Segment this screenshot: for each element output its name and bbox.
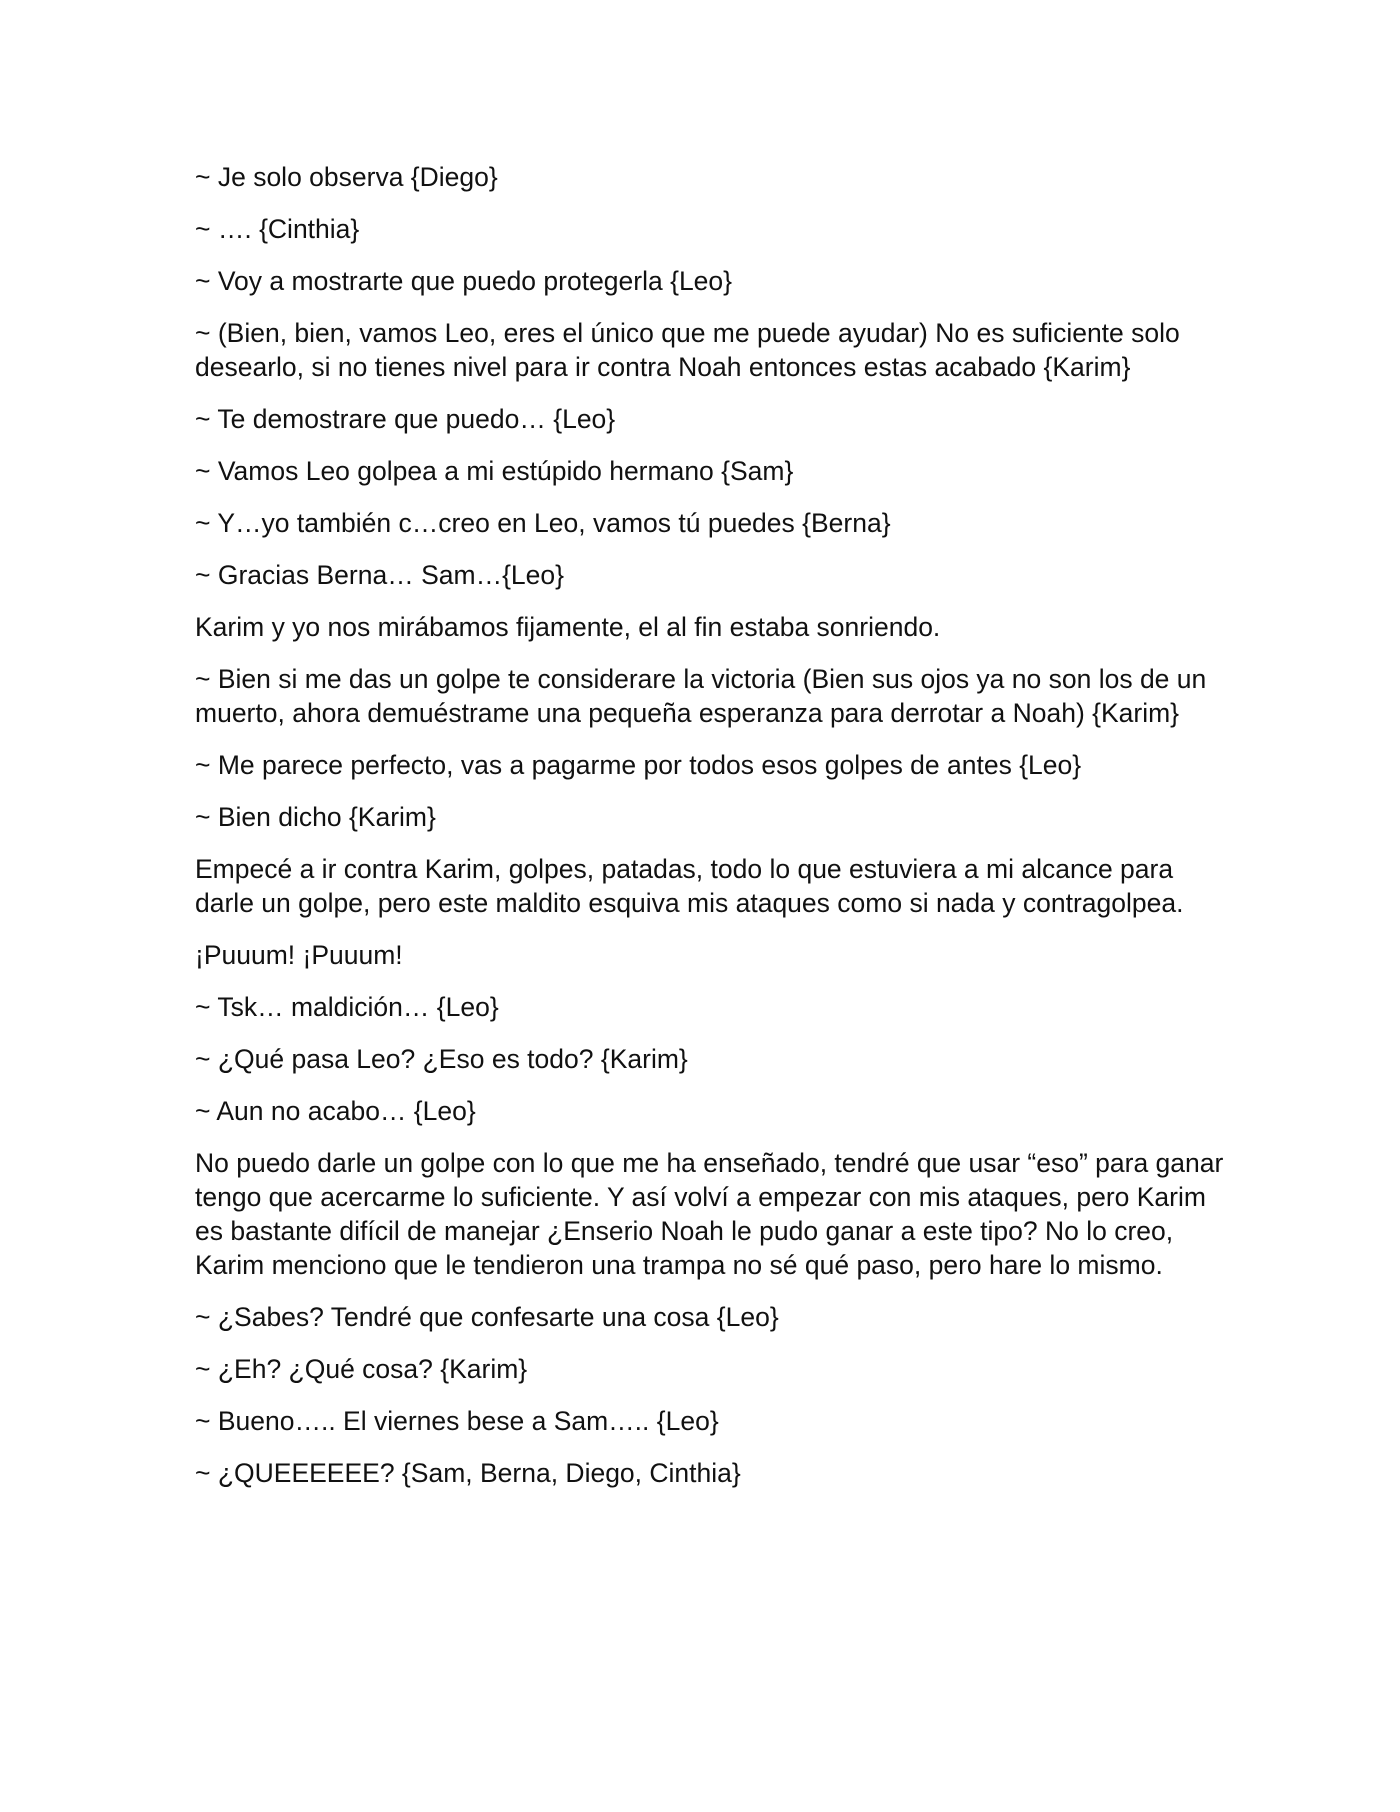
narration-paragraph: Karim y yo nos mirábamos fijamente, el al fin estaba sonriendo. xyxy=(195,612,941,642)
dialogue-line: ~ Me parece perfecto, vas a pagarme por todos esos golpes de antes {Leo} xyxy=(195,750,1082,780)
dialogue-line: ~ …. {Cinthia} xyxy=(195,214,360,244)
dialogue-line: ~ Voy a mostrarte que puedo protegerla {Leo} xyxy=(195,266,733,296)
document-page xyxy=(195,160,1225,1508)
dialogue-line: ~ ¿Sabes? Tendré que confesarte una cosa {Leo} xyxy=(195,1302,779,1332)
dialogue-line: ~ Vamos Leo golpea a mi estúpido hermano {Sam} xyxy=(195,456,794,486)
dialogue-line: ~ Bien dicho {Karim} xyxy=(195,802,436,832)
dialogue-line: ~ ¿Qué pasa Leo? ¿Eso es todo? {Karim} xyxy=(195,1044,688,1074)
dialogue-line: ~ Je solo observa {Diego} xyxy=(195,162,498,192)
dialogue-line: ~ Te demostrare que puedo… {Leo} xyxy=(195,404,616,434)
dialogue-line: ~ Y…yo también c…creo en Leo, vamos tú puedes {Berna} xyxy=(195,508,891,538)
dialogue-line: ~ Gracias Berna… Sam…{Leo} xyxy=(195,560,564,590)
dialogue-line: ~ Aun no acabo… {Leo} xyxy=(195,1096,476,1126)
dialogue-line: ~ ¿QUEEEEEE? {Sam, Berna, Diego, Cinthia} xyxy=(195,1458,741,1488)
dialogue-line: ~ ¿Eh? ¿Qué cosa? {Karim} xyxy=(195,1354,528,1384)
dialogue-line: ~ Bien si me das un golpe te considerare la victoria (Bien sus ojos ya no son los de un muerto, ahora demuéstrame una pequeña esperanza para derrotar a Noah) {Karim} xyxy=(195,664,1207,728)
dialogue-line: ~ (Bien, bien, vamos Leo, eres el único que me puede ayudar) No es suficiente solo desearlo, si no tienes nivel para ir contra Noah entonces estas acabado {Karim} xyxy=(195,318,1180,382)
dialogue-line: ~ Bueno….. El viernes bese a Sam….. {Leo} xyxy=(195,1406,719,1436)
narration-paragraph: No puedo darle un golpe con lo que me ha enseñado, tendré que usar “eso” para ganar tengo que acercarme lo suficiente. Y así volví a empezar con mis ataques, pero Karim es bastante difícil de manejar ¿Enserio Noah le pudo ganar a este tipo? No lo creo, Karim menciono que le tendieron una trampa no sé qué paso, pero hare lo mismo. xyxy=(195,1148,1224,1280)
sound-effect-line: ¡Puuum! ¡Puuum! xyxy=(195,940,403,970)
narration-paragraph: Empecé a ir contra Karim, golpes, patadas, todo lo que estuviera a mi alcance para darle un golpe, pero este maldito esquiva mis ataques como si nada y contragolpea. xyxy=(195,854,1184,918)
dialogue-line: ~ Tsk… maldición… {Leo} xyxy=(195,992,499,1022)
